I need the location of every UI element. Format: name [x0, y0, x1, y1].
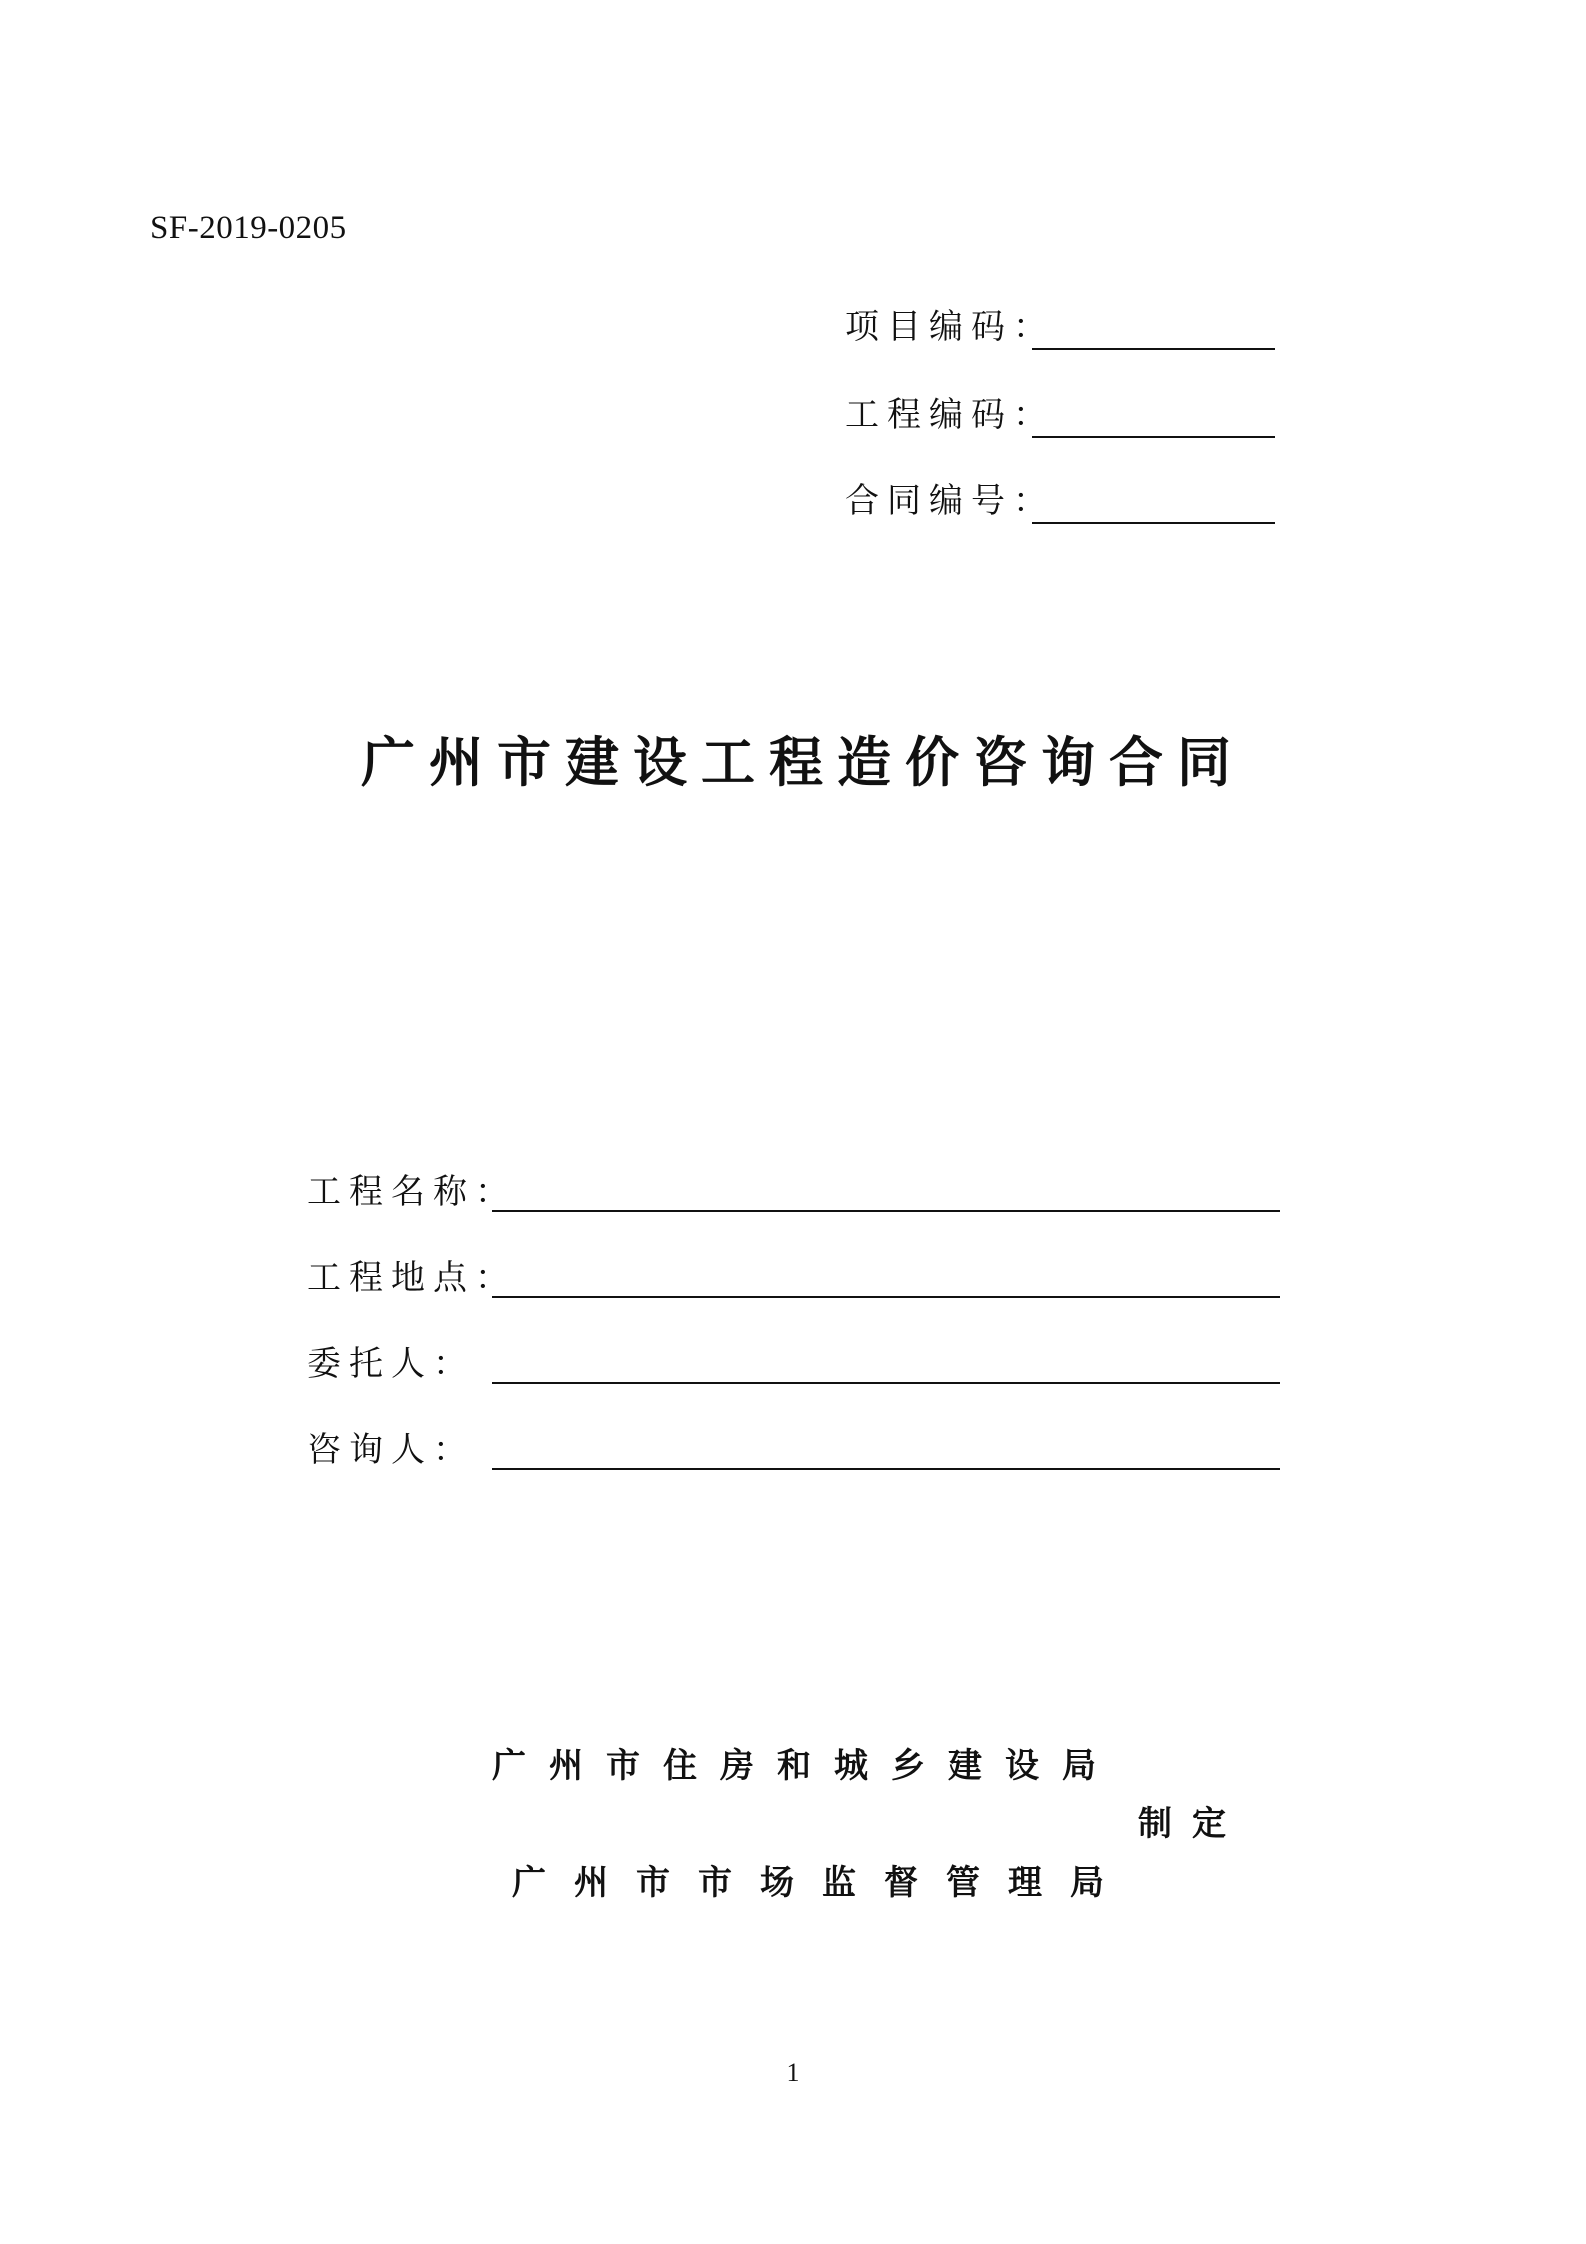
consultant-blank-line[interactable]: [492, 1468, 1280, 1470]
project-location-field: [307, 1250, 1280, 1296]
client-blank-line[interactable]: [492, 1382, 1280, 1384]
project-name-blank-line[interactable]: [492, 1210, 1280, 1212]
document-title: 广州市建设工程造价咨询合同: [361, 730, 1245, 794]
document-code: SF-2019-0205: [150, 210, 347, 246]
client-field: [307, 1336, 1280, 1382]
consultant-label: 咨询人：: [307, 1430, 475, 1470]
engineering-code-blank-line[interactable]: [1032, 436, 1275, 438]
contract-number-field: [845, 478, 1055, 522]
contract-number-label: 合同编号：: [845, 481, 1055, 521]
project-name-label: 工程名称：: [307, 1172, 517, 1212]
engineering-code-label: 工程编码：: [845, 395, 1055, 435]
project-name-field: [307, 1164, 1280, 1210]
client-label: 委托人：: [307, 1344, 475, 1384]
page-number: 1: [786, 2058, 800, 2087]
issuer-housing-bureau: 广州市住房和城乡建设局: [492, 1746, 1119, 1786]
project-location-blank-line[interactable]: [492, 1296, 1280, 1298]
issuer-market-bureau: 广州市市场监督管理局: [512, 1863, 1132, 1903]
consultant-field: [307, 1422, 1280, 1468]
project-code-blank-line[interactable]: [1032, 348, 1275, 350]
project-code-field: [845, 304, 1055, 348]
issued-by-label: 制定: [1138, 1804, 1246, 1844]
project-location-label: 工程地点：: [307, 1258, 517, 1298]
project-code-label: 项目编码：: [845, 307, 1055, 347]
contract-number-blank-line[interactable]: [1032, 522, 1275, 524]
engineering-code-field: [845, 392, 1055, 436]
